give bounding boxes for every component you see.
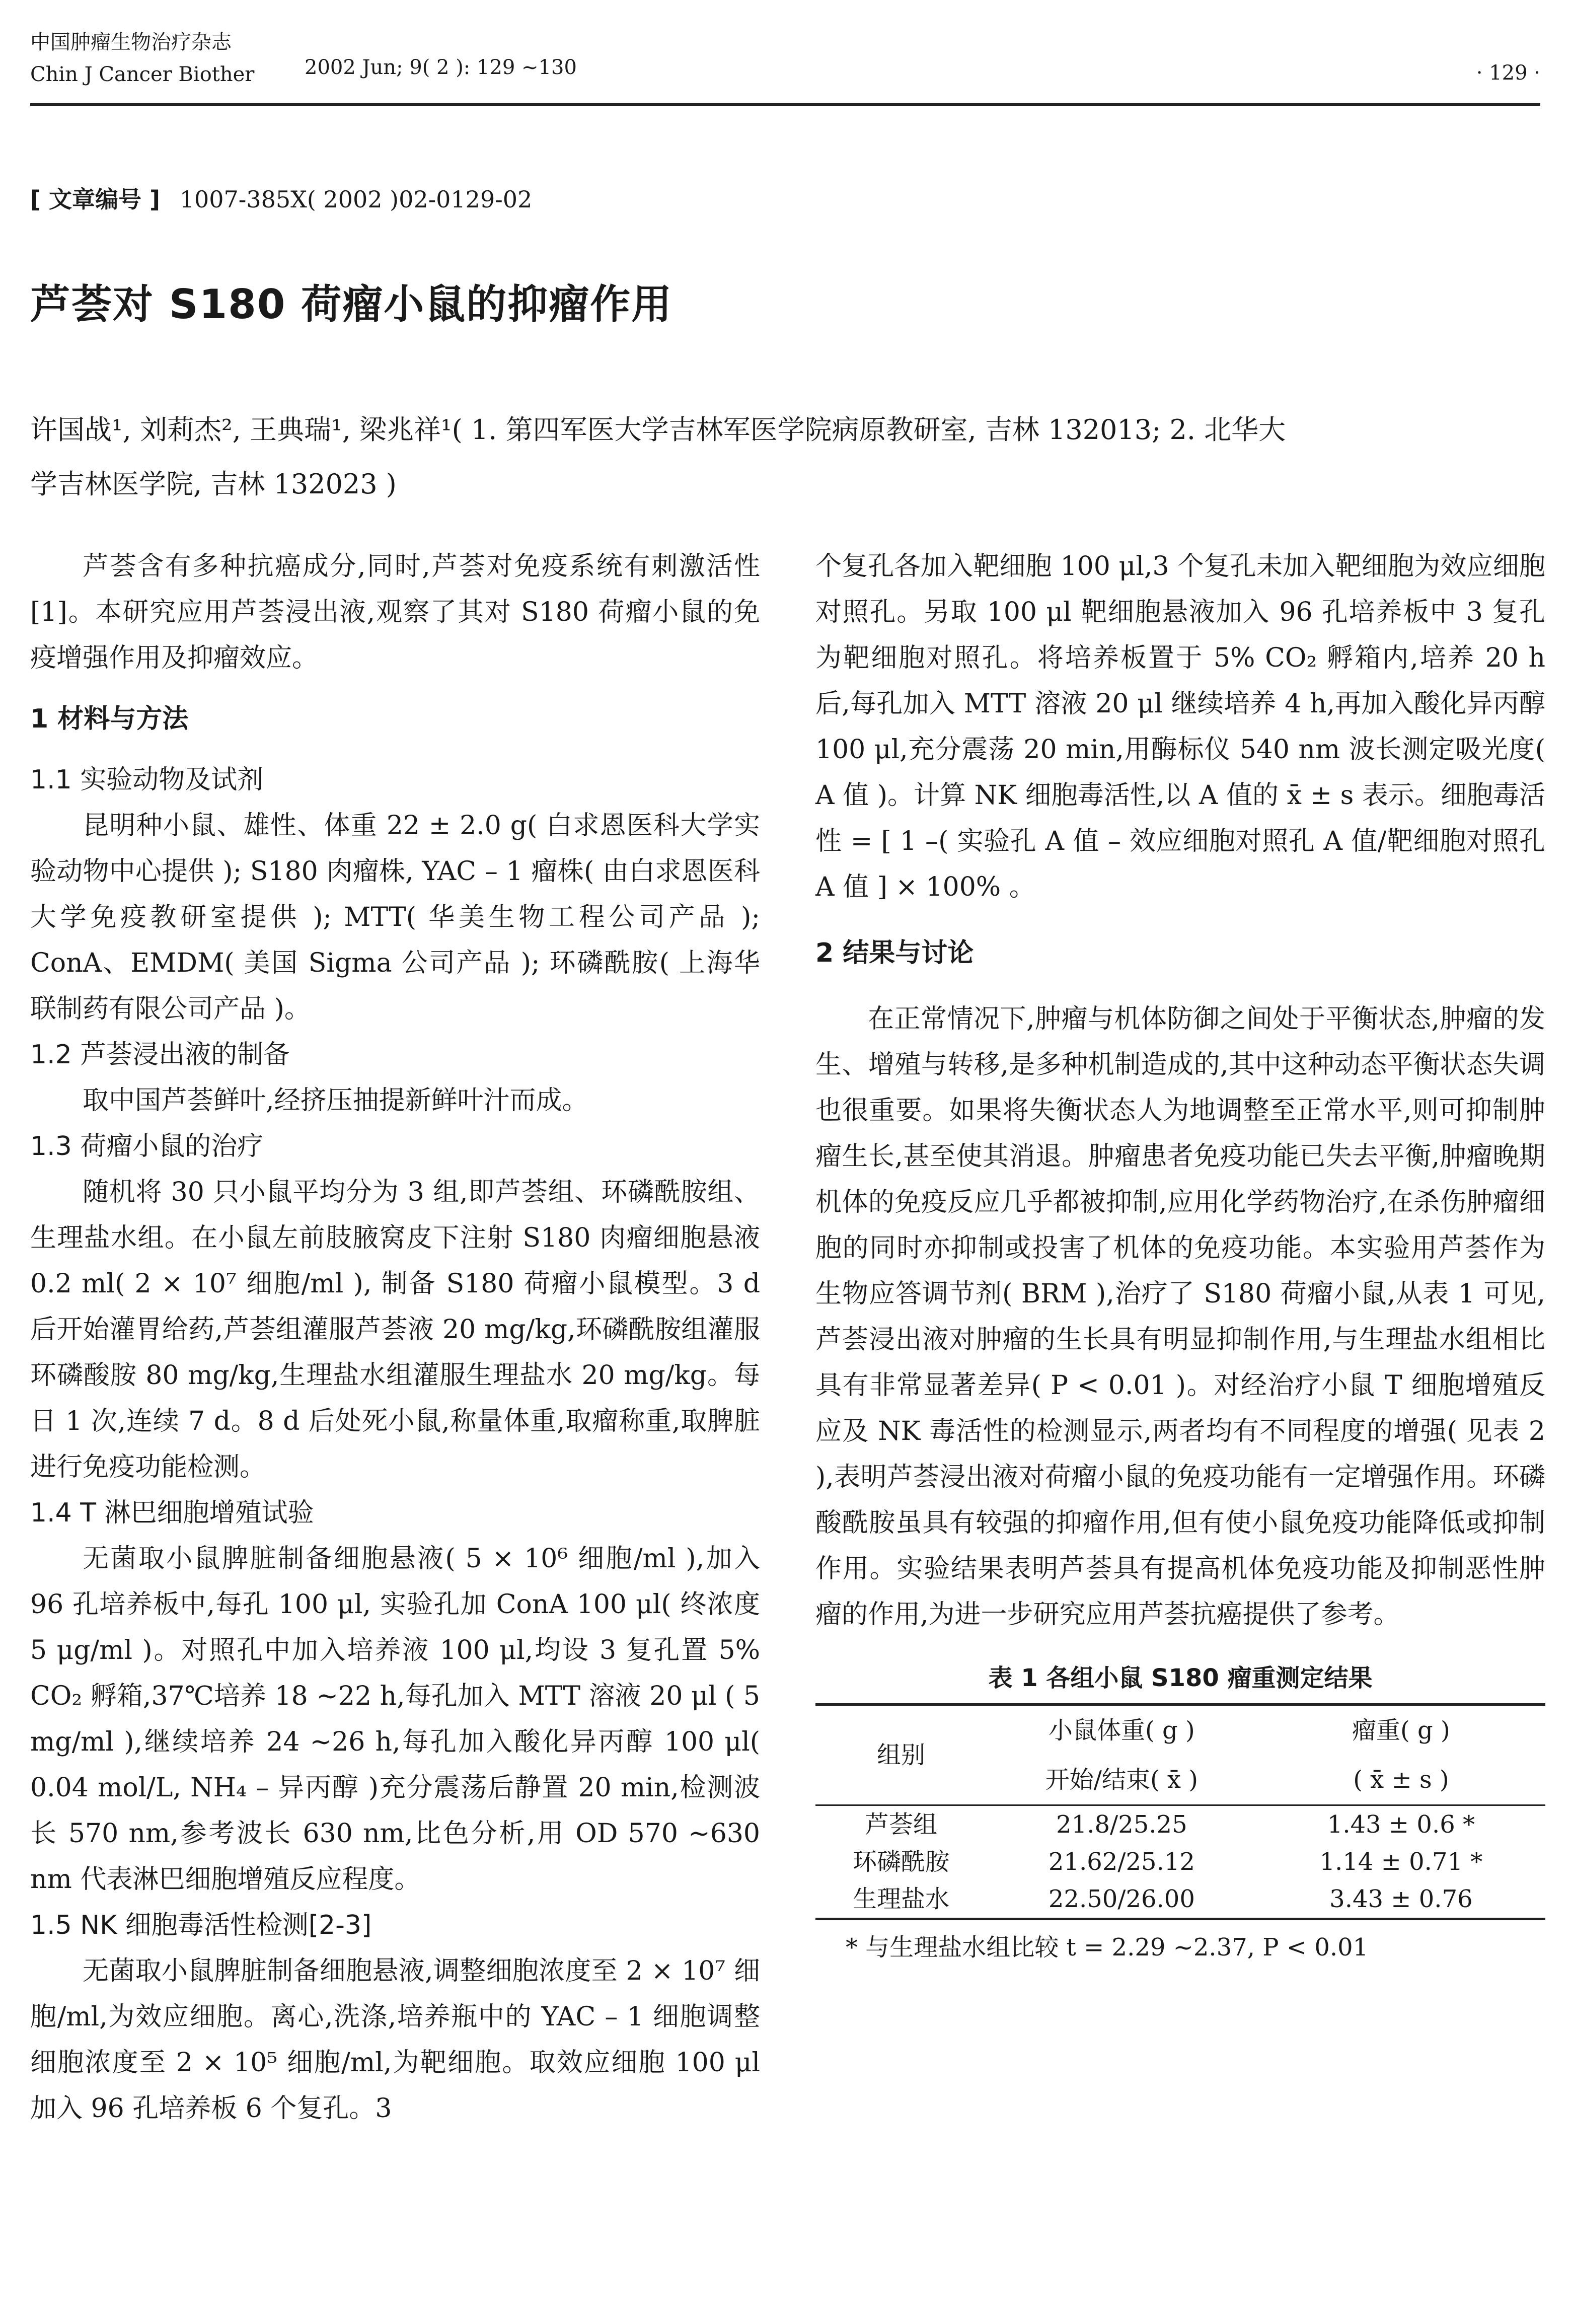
table-cell-weight: 22.50/26.00 (1048, 1885, 1195, 1913)
table-cell-tumor: 3.43 ± 0.76 (1329, 1885, 1473, 1913)
section-heading-1: 1 材料与方法 (30, 704, 189, 734)
table-row (815, 1843, 1545, 1880)
table-row (815, 1880, 1545, 1919)
right-column (815, 544, 1545, 1968)
table-cell-tumor: 1.43 ± 0.6 * (1327, 1810, 1475, 1839)
paragraph-1-4: 无菌取小鼠脾脏制备细胞悬液( 5 × 10⁶ 细胞/ml ),加入 96 孔培养板中,每孔 100 μl, 实验孔加 ConA 100 μl( 终浓度 5 μg/ml )。对照孔中加入培养液 100 μl,均设 3 复孔置 5% CO₂ 孵箱,37℃培养 18 ~22 h,每孔加入 MTT 溶液 20 μl ( 5 mg/ml ),继续培养 24 ~26 h,每孔加入酸化异丙醇 100 μl( 0.04 mol/L, NH₄ – 异丙醇 )充分震荡后静置 20 min,检测波长 570 nm,参考波长 630 nm,比色分析,用 OD 570 ~630 nm 代表淋巴细胞增殖反应程度。 (30, 1544, 760, 1895)
running-header (30, 26, 1540, 102)
paragraph-1-5: 无菌取小鼠脾脏制备细胞悬液,调整细胞浓度至 2 × 10⁷ 细胞/ml,为效应细胞。离心,洗涤,培养瓶中的 YAC – 1 细胞调整细胞浓度至 2 × 10⁵ 细胞/ml,为靶细胞。取效应细胞 100 μl 加入 96 孔培养板 6 个复孔。3 (30, 1956, 760, 2124)
left-column (30, 544, 760, 2132)
table-1-footnote: * 与生理盐水组比较 t = 2.29 ~2.37, P < 0.01 (846, 1933, 1369, 1962)
page-number: · 129 · (1476, 61, 1540, 85)
authors (30, 403, 1540, 512)
table-header-group: 组别 (876, 1741, 925, 1769)
article-number (30, 181, 532, 214)
issue-info: 2002 Jun; 9( 2 ): 129 ~130 (305, 56, 577, 79)
subsection-heading-1-4: 1.4 T 淋巴细胞增殖试验 (30, 1498, 314, 1528)
table-row (815, 1805, 1545, 1844)
table-cell-tumor: 1.14 ± 0.71 * (1319, 1848, 1483, 1876)
paragraph-1-2: 取中国芦荟鲜叶,经挤压抽提新鲜叶汁而成。 (83, 1085, 588, 1116)
authors-line-2: 学吉林医学院, 吉林 132023 ) (30, 468, 397, 500)
table-cell-group: 芦荟组 (864, 1810, 937, 1839)
table-cell-group: 生理盐水 (852, 1885, 949, 1913)
table-cell-weight: 21.62/25.12 (1048, 1848, 1195, 1876)
paragraph-1-1: 昆明种小鼠、雄性、体重 22 ± 2.0 g( 白求恩医科大学实验动物中心提供 ); S180 肉瘤株, YAC – 1 瘤株( 由白求恩医科大学免疫教研室提供 ); MTT( 华美生物工程公司产品 ); ConA、EMDM( 美国 Sigma 公司产品 ); 环磷酰胺( 上海华联制药有限公司产品 )。 (30, 811, 760, 1024)
subsection-heading-1-2: 1.2 芦荟浸出液的制备 (30, 1040, 290, 1070)
subsection-heading-1-5: 1.5 NK 细胞毒活性检测[2-3] (30, 1910, 372, 1940)
authors-line-1: 许国战¹, 刘莉杰², 王典瑞¹, 梁兆祥¹( 1. 第四军医大学吉林军医学院病原教研室, 吉林 132013; 2. 北华大 (30, 414, 1286, 446)
paragraph-2: 在正常情况下,肿瘤与机体防御之间处于平衡状态,肿瘤的发生、增殖与转移,是多种机制造成的,其中这种动态平衡状态失调也很重要。如果将失衡状态人为地调整至正常水平,则可抑制肿瘤生长,甚至使其消退。肿瘤患者免疫功能已失去平衡,肿瘤晚期机体的免疫反应几乎都被抑制,应用化学药物治疗,在杀伤肿瘤细胞的同时亦抑制或投害了机体的免疫功能。本实验用芦荟作为生物应答调节剂( BRM ),治疗了 S180 荷瘤小鼠,从表 1 可见,芦荟浸出液对肿瘤的生长具有明显抑制作用,与生理盐水组相比具有非常显著差异( P < 0.01 )。对经治疗小鼠 T 细胞增殖反应及 NK 毒活性的检测显示,两者均有不同程度的增强( 见表 2 ),表明芦荟浸出液对荷瘤小鼠的免疫功能有一定增强作用。环磷酸酰胺虽具有较强的抑瘤作用,但有使小鼠免疫功能降低或抑制作用。实验结果表明芦荟具有提高机体免疫功能及抑制恶性肿瘤的作用,为进一步研究应用芦荟抗癌提供了参考。 (815, 1004, 1545, 1630)
header-rule (30, 103, 1540, 106)
table-cell-group: 环磷酰胺 (852, 1848, 949, 1876)
paragraph-1-3: 随机将 30 只小鼠平均分为 3 组,即芦荟组、环磷酰胺组、生理盐水组。在小鼠左前肢腋窝皮下注射 S180 肉瘤细胞悬液 0.2 ml( 2 × 10⁷ 细胞/ml ), 制备 S180 荷瘤小鼠模型。3 d 后开始灌胃给药,芦荟组灌服芦荟液 20 mg/kg,环磷酰胺组灌服环磷酸胺 80 mg/kg,生理盐水组灌服生理盐水 20 mg/kg。每日 1 次,连续 7 d。8 d 后处死小鼠,称量体重,取瘤称重,取脾脏进行免疫功能检测。 (30, 1177, 760, 1482)
table-cell-weight: 21.8/25.25 (1056, 1810, 1187, 1839)
journal-name (30, 26, 254, 91)
article-number-label: [ 文章编号 ] (30, 186, 161, 213)
paragraph-1-5-continued: 个复孔各加入靶细胞 100 μl,3 个复孔未加入靶细胞为效应细胞对照孔。另取 100 μl 靶细胞悬液加入 96 孔培养板中 3 复孔为靶细胞对照孔。将培养板置于 5% CO₂ 孵箱内,培养 20 h 后,每孔加入 MTT 溶液 20 μl 继续培养 4 h,再加入酸化异丙醇 100 μl,充分震荡 20 min,用酶标仪 540 nm 波长测定吸光度( A 值 )。计算 NK 细胞毒活性,以 A 值的 x̄ ± s 表示。细胞毒活性 = [ 1 –( 实验孔 A 值 – 效应细胞对照孔 A 值/靶细胞对照孔 A 值 ] × 100% 。 (815, 551, 1545, 902)
table-header-tumor-sub: ( x̄ ± s ) (1353, 1766, 1449, 1794)
section-heading-2: 2 结果与讨论 (815, 938, 974, 968)
subsection-heading-1-3: 1.3 荷瘤小鼠的治疗 (30, 1131, 264, 1161)
table-header-weight: 小鼠体重( g ) (1049, 1716, 1195, 1745)
table-1 (815, 1703, 1545, 1920)
journal-name-en: Chin J Cancer Biother (30, 63, 255, 86)
article-number-value: 1007-385X( 2002 )02-0129-02 (179, 186, 533, 213)
table-1-title: 表 1 各组小鼠 S180 瘤重测定结果 (988, 1664, 1373, 1692)
subsection-heading-1-1: 1.1 实验动物及试剂 (30, 765, 264, 795)
table-header-tumor: 瘤重( g ) (1352, 1716, 1450, 1745)
article-title: 芦荟对 S180 荷瘤小鼠的抑瘤作用 (30, 281, 673, 328)
journal-name-cn: 中国肿瘤生物治疗杂志 (30, 31, 232, 54)
table-header-weight-sub: 开始/结束( x̄ ) (1045, 1766, 1198, 1794)
intro-paragraph: 芦荟含有多种抗癌成分,同时,芦荟对免疫系统有刺激活性[1]。本研究应用芦荟浸出液,观察了其对 S180 荷瘤小鼠的免疫增强作用及抑瘤效应。 (30, 551, 760, 673)
